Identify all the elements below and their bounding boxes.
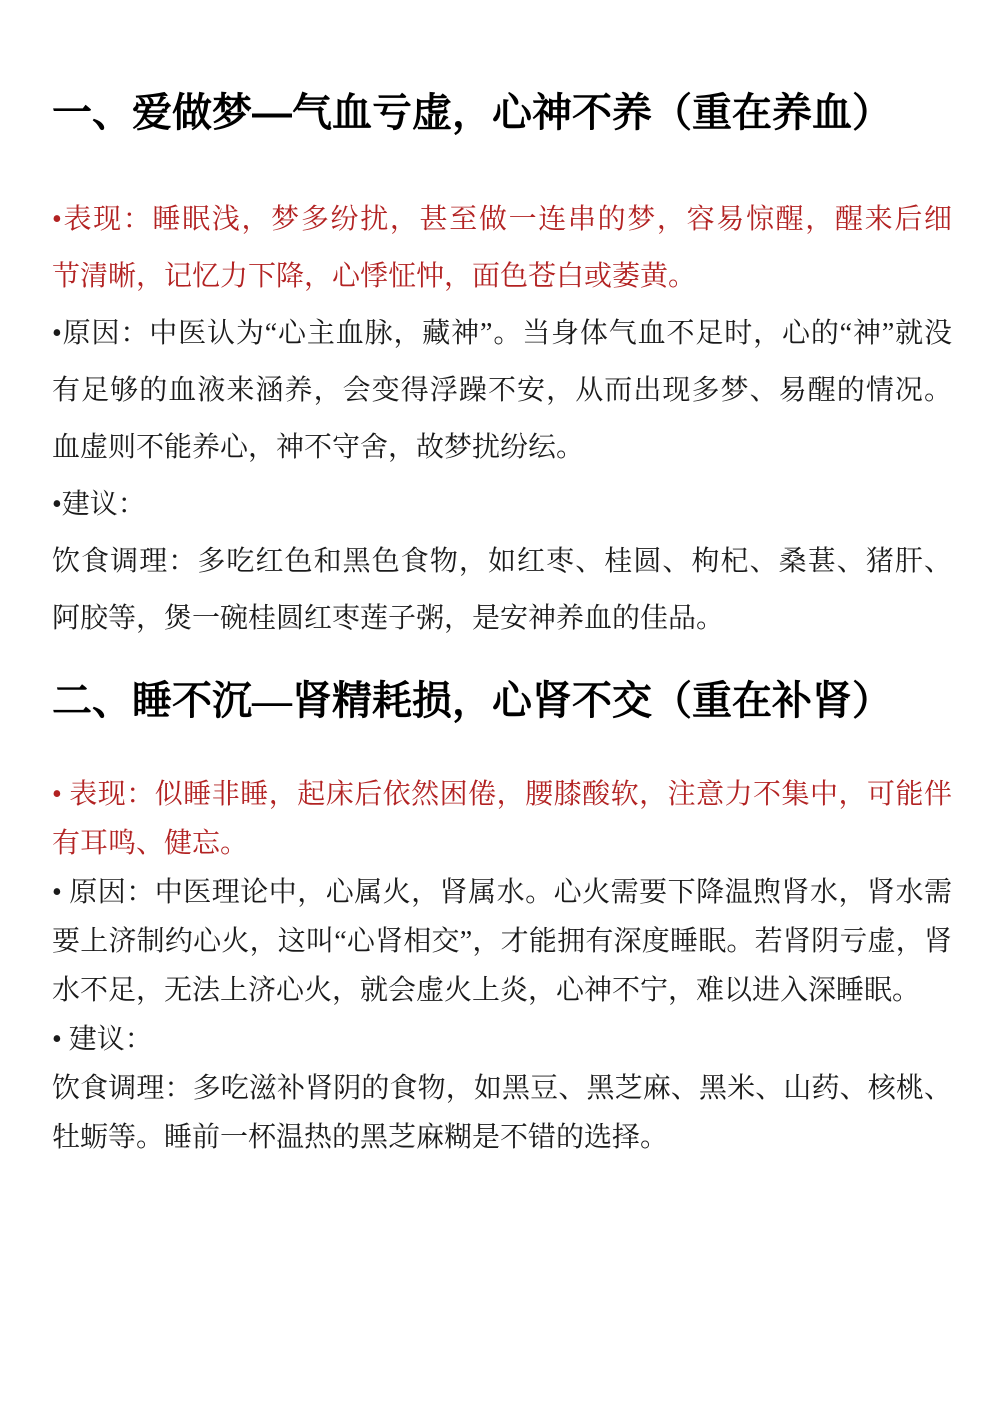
section-2-heading: 二、睡不沉—肾精耗损，心肾不交（重在补肾） <box>52 678 892 723</box>
section-1-heading: 一、爱做梦—气血亏虚，心神不养（重在养血） <box>52 91 892 135</box>
text-line: 饮食调理：多吃滋补肾阴的食物，如黑豆、黑芝麻、黑米、山药、核桃、 <box>52 1073 952 1104</box>
text-line: •表现：睡眠浅，梦多纷扰，甚至做一连串的梦，容易惊醒，醒来后细 <box>52 204 952 235</box>
text-line: 饮食调理：多吃红色和黑色食物，如红枣、桂圆、枸杞、桑葚、猪肝、 <box>52 546 952 577</box>
paragraph-饮食调理 <box>52 533 952 647</box>
text-line: 有耳鸣、健忘。 <box>52 828 249 859</box>
text-line: 节清晰，记忆力下降，心悸怔忡，面色苍白或萎黄。 <box>52 261 697 292</box>
paragraph-表现 <box>52 770 952 868</box>
text-line: 阿胶等，煲一碗桂圆红枣莲子粥，是安神养血的佳品。 <box>52 603 725 634</box>
paragraph-原因 <box>52 868 952 1015</box>
section-dreaming <box>52 91 952 647</box>
paragraph-原因 <box>52 305 952 476</box>
document-page <box>0 91 1000 1424</box>
text-line: •原因：中医认为“心主血脉，藏神”。当身体气血不足时，心的“神”就没 <box>52 318 952 349</box>
text-line: • 建议： <box>52 1024 153 1055</box>
text-line: 牡蛎等。睡前一杯温热的黑芝麻糊是不错的选择。 <box>52 1122 669 1153</box>
text-line: 水不足，无法上济心火，就会虚火上炎，心神不宁，难以进入深睡眠。 <box>52 975 921 1006</box>
paragraph-饮食调理 <box>52 1064 952 1162</box>
text-line: 血虚则不能养心，神不守舍，故梦扰纷纭。 <box>52 432 585 463</box>
text-line: •建议： <box>52 489 146 520</box>
section-1-body <box>52 191 952 647</box>
section-light-sleep <box>52 679 952 1162</box>
text-line: • 表现：似睡非睡，起床后依然困倦，腰膝酸软，注意力不集中，可能伴 <box>52 779 952 810</box>
text-line: 有足够的血液来涵养，会变得浮躁不安，从而出现多梦、易醒的情况。 <box>52 375 952 406</box>
paragraph-表现 <box>52 191 952 305</box>
section-2-body <box>52 770 952 1162</box>
text-line: 要上济制约心火，这叫“心肾相交”，才能拥有深度睡眠。若肾阴亏虚，肾 <box>52 926 952 957</box>
text-line: • 原因：中医理论中，心属火，肾属水。心火需要下降温煦肾水，肾水需 <box>52 877 952 908</box>
paragraph-建议 <box>52 1015 952 1064</box>
paragraph-建议 <box>52 476 952 533</box>
